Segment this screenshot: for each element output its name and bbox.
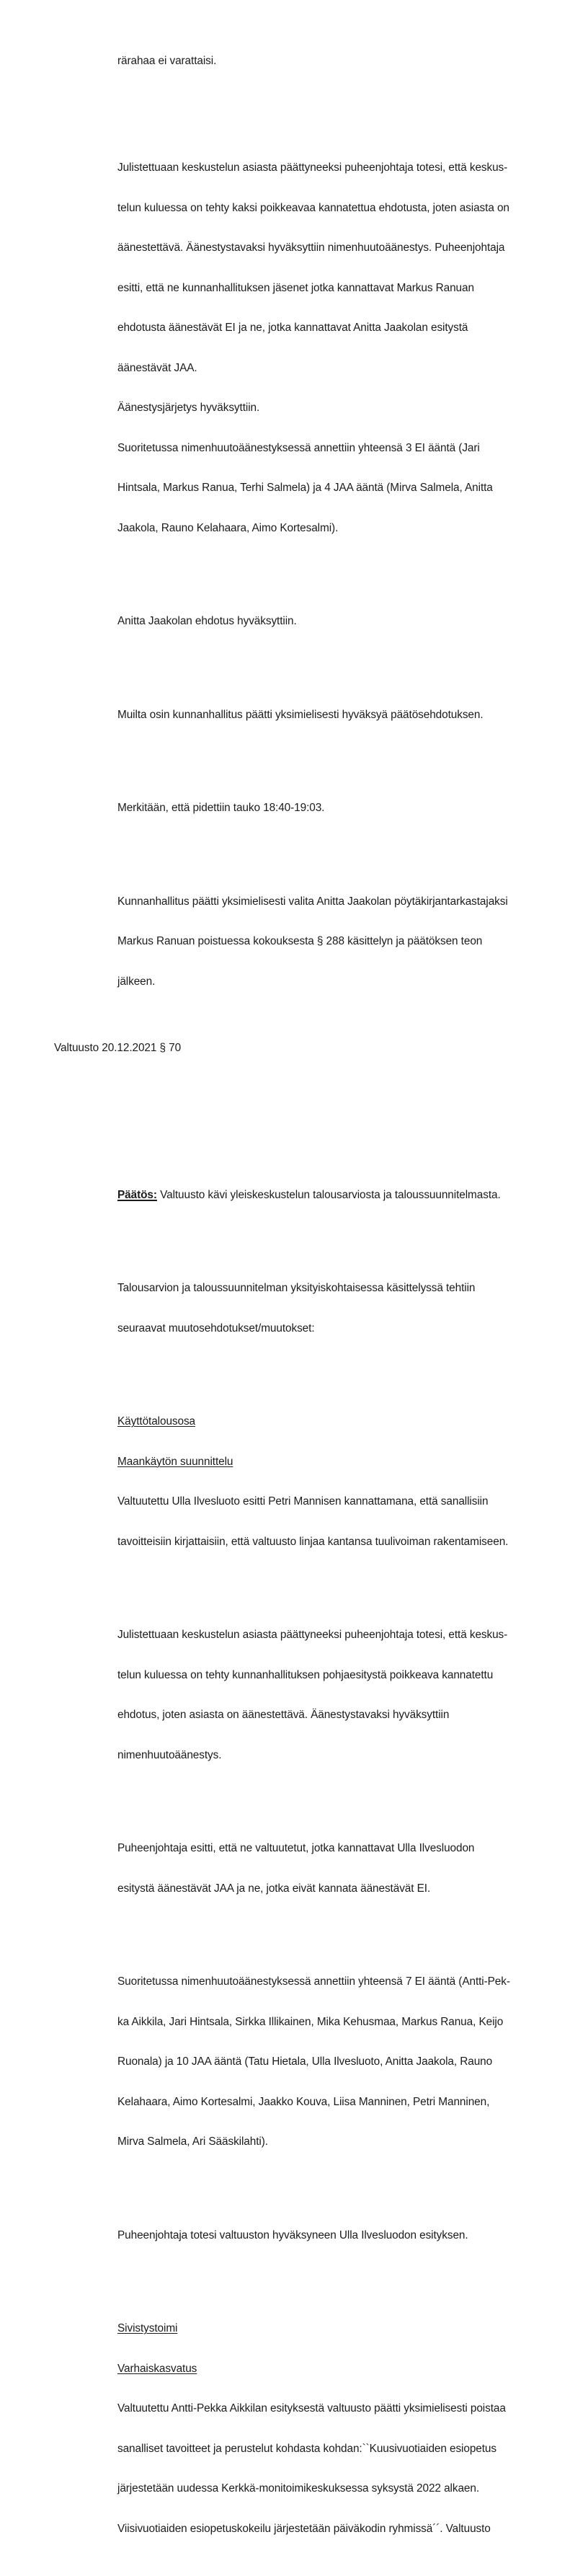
doc-line: Anitta Jaakolan ehdotus hyväksyttiin. (117, 615, 297, 627)
decision-label: Päätös: (117, 1188, 157, 1201)
heading-maankayton-suunnittelu: Maankäytön suunnittelu (117, 1455, 233, 1468)
blank-line (117, 655, 510, 669)
doc-line: äänestävät JAA. (117, 361, 197, 374)
blank-line (117, 1362, 510, 1376)
blank-line (117, 1789, 510, 1802)
doc-line: seuraavat muutosehdotukset/muutokset: (117, 1322, 315, 1335)
blank-line (117, 1082, 510, 1096)
doc-line: ehdotusta äänestävät EI ja ne, jotka kannattavat Anitta Jaakolan esitystä (117, 322, 468, 334)
doc-line: Puheenjohtaja esitti, että ne valtuutetut, jotka kannattavat Ulla Ilvesluodon (117, 1842, 475, 1854)
doc-line: sanalliset tavoitteet ja perustelut kohdasta kohdan:``Kuusivuotiaiden esiopetus (117, 2442, 496, 2455)
blank-line (117, 1922, 510, 1936)
doc-line: Valtuutettu Ulla Ilvesluoto esitti Petri Mannisen kannattamana, että sanallisiin (117, 1495, 489, 1508)
doc-line: nimenhuutoäänestys. (117, 1748, 222, 1761)
doc-line: äänestettävä. Äänestystavaksi hyväksyttiin nimenhuutoäänestys. Puheenjohtaja (117, 242, 505, 254)
heading-sivistystoimi: Sivistystoimi (117, 2322, 178, 2334)
doc-line: rärahaa ei varattaisi. (117, 55, 217, 67)
doc-line: telun kuluessa on tehty kaksi poikkeavaa kannatettua ehdotusta, joten asiasta on (117, 201, 509, 214)
doc-line: esitti, että ne kunnanhallituksen jäsenet jotka kannattavat Markus Ranuan (117, 281, 474, 294)
doc-line: esitystä äänestävät JAA ja ne, jotka eivät kannata äänestävät EI. (117, 1882, 431, 1895)
doc-line: Julistettuaan keskustelun asiasta päättyneeksi puheenjohtaja totesi, että keskus- (117, 1629, 508, 1641)
doc-line: Jaakola, Rauno Kelahaara, Aimo Kortesalmi). (117, 521, 339, 534)
doc-line: Viisivuotiaiden esiopetuskokeilu järjestetään päiväkodin ryhmissä´´. Valtuusto (117, 2522, 491, 2535)
doc-line: Suoritetussa nimenhuutoäänestyksessä annettiin yhteensä 3 EI ääntä (Jari (117, 441, 480, 454)
blank-line (117, 748, 510, 762)
blank-line (117, 1122, 510, 1136)
doc-line: jälkeen. (117, 975, 156, 988)
doc-line: tavoitteisiin kirjattaisiin, että valtuusto linjaa kantansa tuulivoiman rakentamiseen. (117, 1535, 509, 1548)
minutes-text-block (54, 1, 510, 2576)
doc-line: Kelahaara, Aimo Kortesalmi, Jaakko Kouva, Liisa Manninen, Petri Manninen, (117, 2095, 490, 2108)
doc-line: Kunnanhallitus päätti yksimielisesti valita Anitta Jaakolan pöytäkirjantarkastajaksi (117, 895, 508, 908)
blank-line (117, 842, 510, 856)
doc-line: Muilta osin kunnanhallitus päätti yksimielisesti hyväksyä päätösehdotuksen. (117, 708, 484, 721)
blank-line (117, 2269, 510, 2283)
heading-kayttotalousosa: Käyttötalousosa (117, 1415, 196, 1428)
doc-line: Äänestysjärjetys hyväksyttiin. (117, 402, 260, 414)
doc-line: Mirva Salmela, Ari Sääskilahti). (117, 2135, 268, 2148)
doc-line: Markus Ranuan poistuessa kokouksesta § 288 käsittelyn ja päätöksen teon (117, 935, 483, 947)
blank-line (117, 562, 510, 575)
doc-line: Merkitään, että pidettiin tauko 18:40-19:03. (117, 802, 325, 814)
doc-line: Puheenjohtaja totesi valtuuston hyväksyneen Ulla Ilvesluodon esityksen. (117, 2228, 468, 2241)
doc-line: Talousarvion ja taloussuunnitelman yksityiskohtaisessa käsittelyssä tehtiin (117, 1282, 476, 1294)
doc-line: telun kuluessa on tehty kunnanhallituksen pohjaesitystä poikkeava kannatettu (117, 1668, 494, 1681)
doc-line: Julistettuaan keskustelun asiasta päättyneeksi puheenjohtaja totesi, että keskus- (117, 161, 508, 174)
blank-line (117, 1575, 510, 1589)
blank-line (117, 1229, 510, 1242)
heading-varhaiskasvatus: Varhaiskasvatus (117, 2362, 197, 2375)
decision-line (117, 1189, 510, 1203)
doc-line: ka Aikkila, Jari Hintsala, Sirkka Illikainen, Mika Kehusmaa, Markus Ranua, Keijo (117, 2015, 504, 2028)
blank-line (117, 2176, 510, 2190)
doc-line: Suoritetussa nimenhuutoäänestyksessä annettiin yhteensä 7 EI ääntä (Antti-Pek- (117, 1975, 510, 1988)
doc-line: Valtuutettu Antti-Pekka Aikkilan esityksestä valtuusto päätti yksimielisesti poistaa (117, 2402, 506, 2415)
blank-line (117, 95, 510, 109)
doc-line: Hintsala, Markus Ranua, Terhi Salmela) ja 4 JAA ääntä (Mirva Salmela, Anitta (117, 482, 493, 494)
doc-line: ehdotus, joten asiasta on äänestettävä. Äänestystavaksi hyväksyttiin (117, 1709, 450, 1721)
decision-text: Valtuusto kävi yleiskeskustelun talousarviosta ja taloussuunnitelmasta. (156, 1188, 501, 1201)
margin-note-valtuusto: Valtuusto 20.12.2021 § 70 (54, 1042, 182, 1054)
doc-line: Ruonala) ja 10 JAA ääntä (Tatu Hietala, Ulla Ilvesluoto, Anitta Jaakola, Rauno (117, 2055, 493, 2068)
doc-line: järjestetään uudessa Kerkkä-monitoimikeskuksessa syksystä 2022 alkaen. (117, 2482, 479, 2495)
